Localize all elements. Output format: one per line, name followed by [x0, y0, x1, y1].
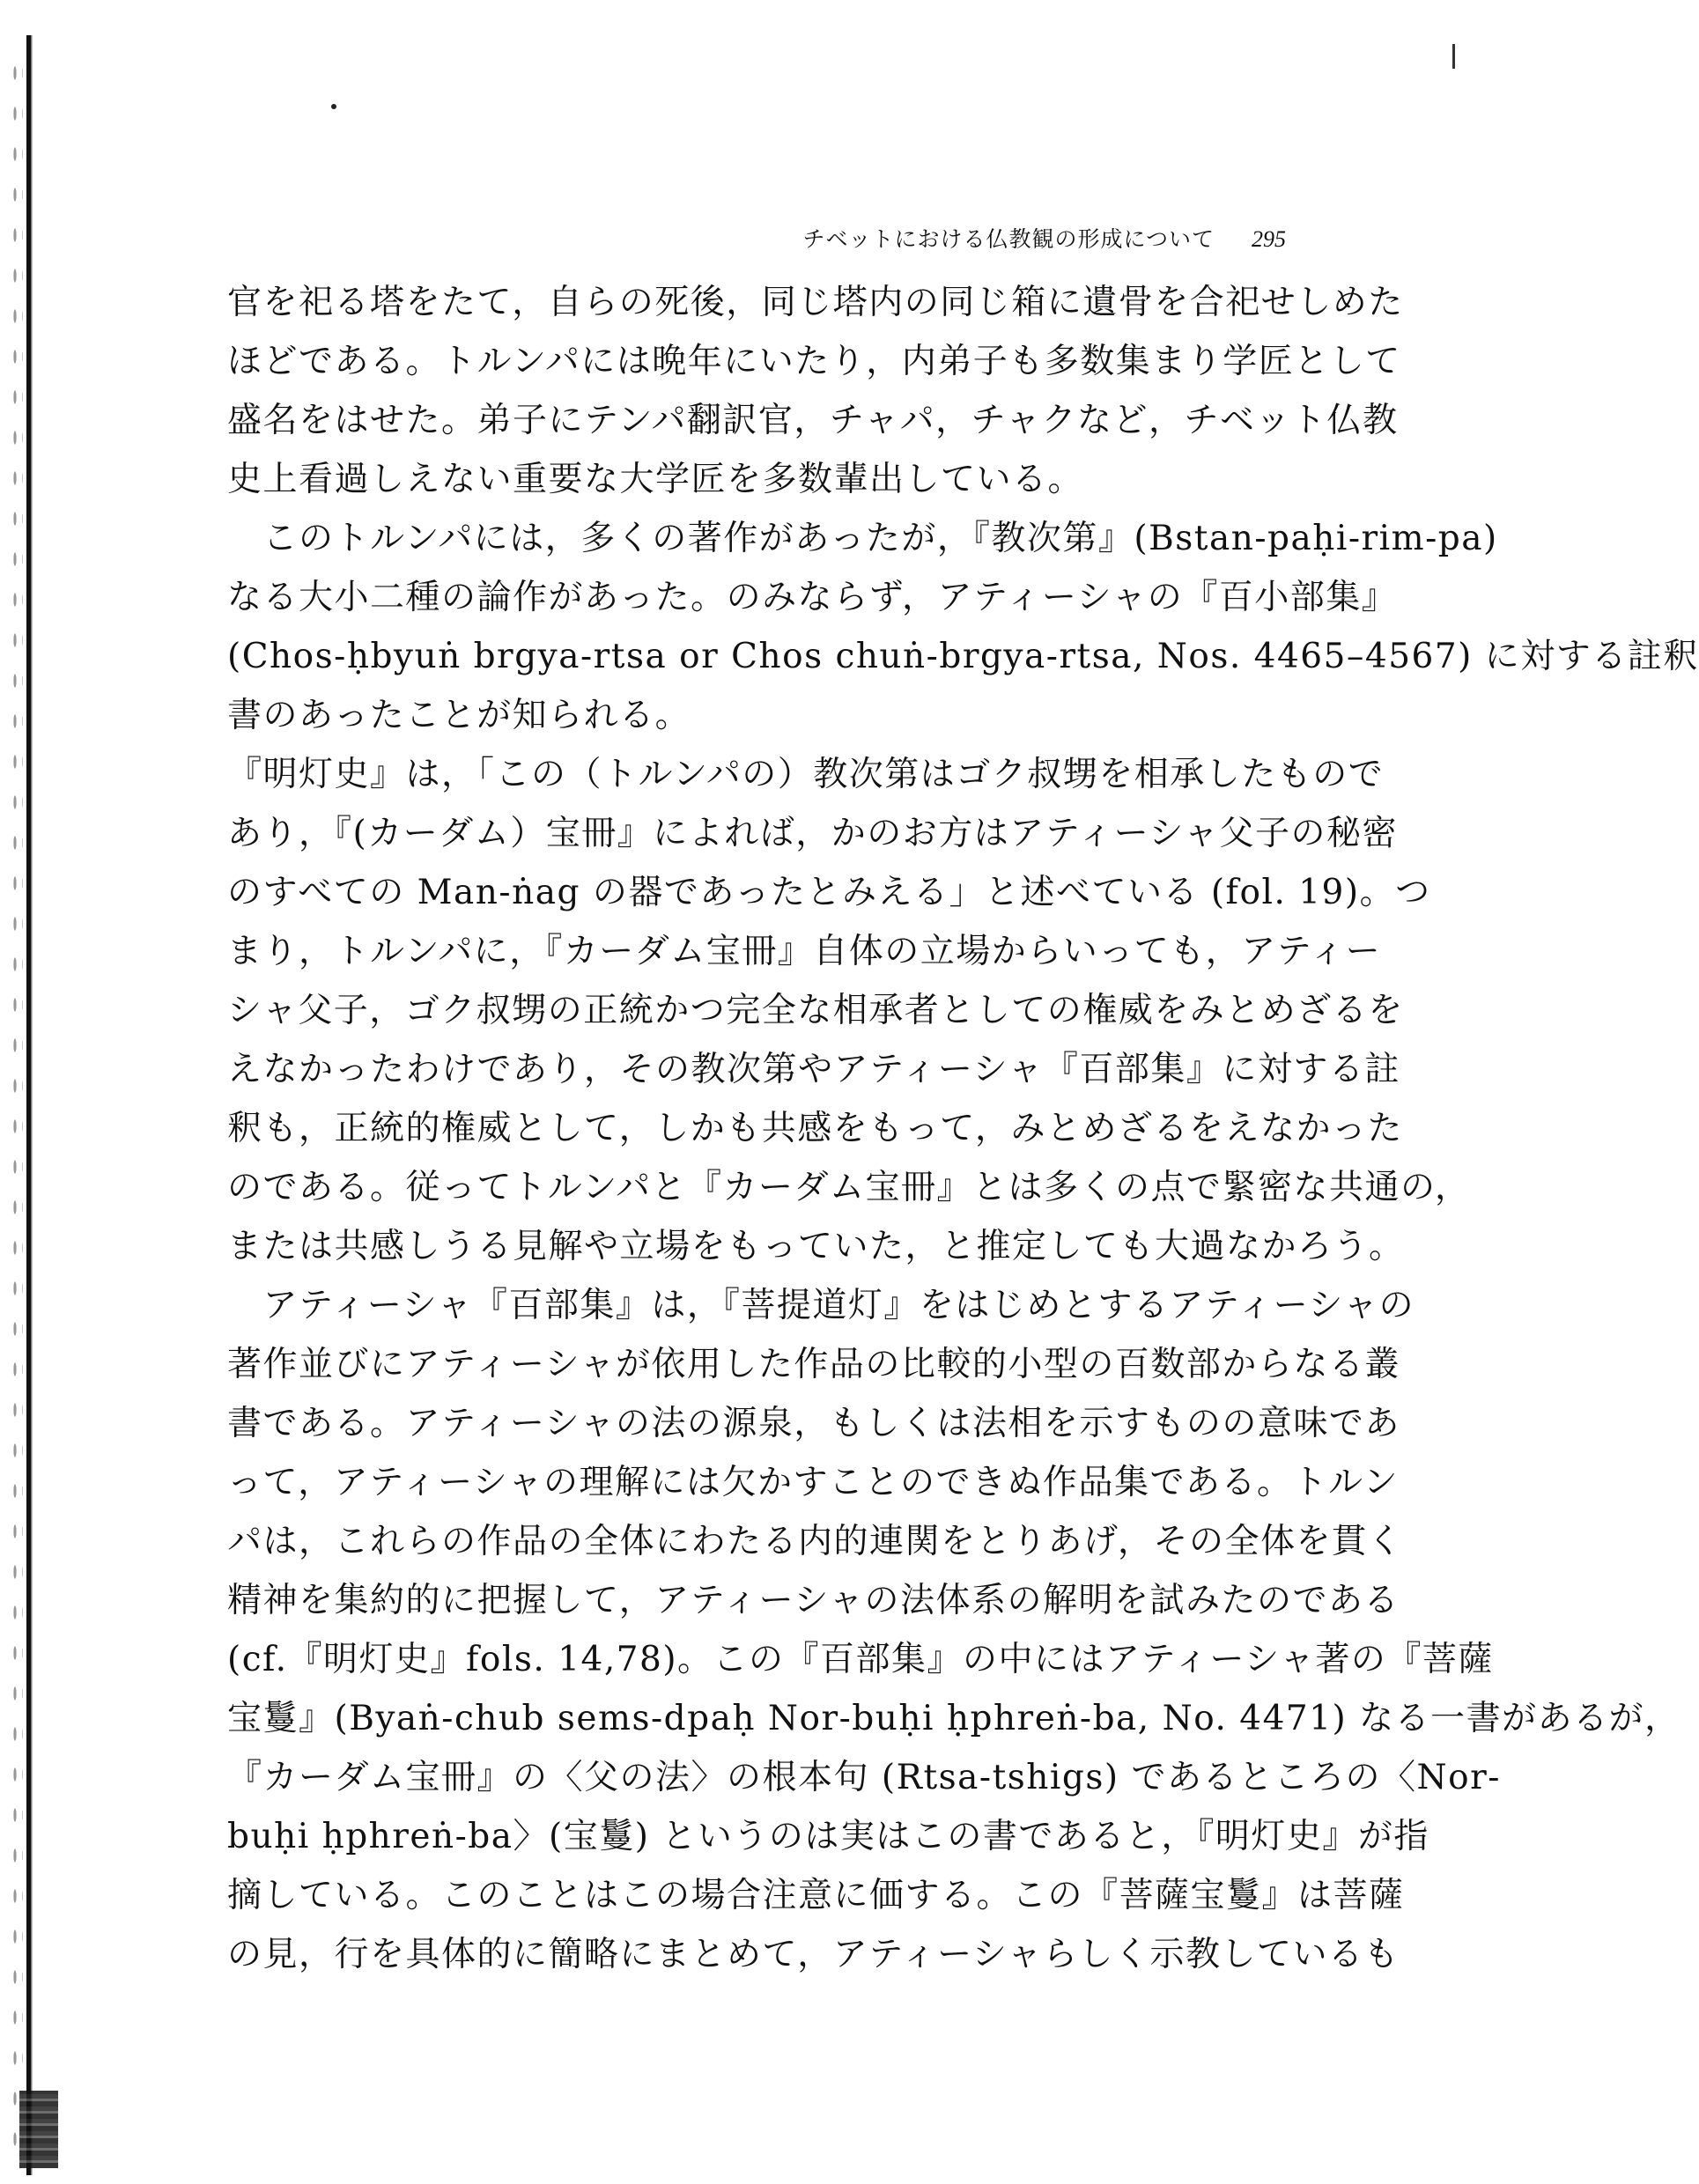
text-line: 宝鬘』(Byaṅ-chub sems-dpaḥ Nor-buḥi ḥphreṅ-ba, No. 4471) なる一書があるが，	[227, 1699, 1681, 1738]
text-line: なる大小二種の論作があった。のみならず，アティーシャの『百小部集』	[227, 578, 1398, 617]
text-line: 摘している。このことはこの場合注意に価する。この『菩薩宝鬘』は菩薩	[227, 1876, 1405, 1915]
text-line: えなかったわけであり，その教次第やアティーシャ『百部集』に対する註	[227, 1050, 1400, 1089]
scan-mark	[1452, 44, 1464, 69]
text-line: あり，『(カーダム）宝冊』によれば，かのお方はアティーシャ父子の秘密	[227, 814, 1399, 853]
text-line: アティーシャ『百部集』は，『菩提道灯』をはじめとするアティーシャの	[227, 1286, 1415, 1325]
text-line: ほどである。トルンパには晩年にいたり，内弟子も多数集まり学匠として	[227, 342, 1401, 381]
text-line: のすべての Man-ṅag の器であったとみえる」と述べている (fol. 19)。つ	[227, 873, 1431, 912]
text-line: (cf.『明灯史』fols. 14,78)。この『百部集』の中にはアティーシャ著の『菩薩	[227, 1640, 1494, 1679]
binding-noise	[11, 53, 23, 2149]
text-line: 盛名をはせた。弟子にテンパ翻訳官，チャパ，チャクなど，チベット仏教	[227, 401, 1399, 440]
text-line: 精神を集約的に把握して，アティーシャの法体系の解明を試みたのである	[227, 1581, 1400, 1620]
text-line: 書のあったことが知られる。	[227, 696, 691, 735]
text-line: パは，これらの作品の全体にわたる内的連関をとりあげ，その全体を貫く	[227, 1522, 1403, 1561]
text-line: まり，トルンパに，『カーダム宝冊』自体の立場からいっても，アティー	[227, 932, 1382, 971]
text-line: の見，行を具体的に簡略にまとめて，アティーシャらしく示教しているも	[227, 1935, 1400, 1974]
text-line: シャ父子，ゴク叔甥の正統かつ完全な相承者としての権威をみとめざるを	[227, 991, 1404, 1030]
text-line: 官を祀る塔をたて，自らの死後，同じ塔内の同じ箱に遺骨を合祀せしめた	[227, 283, 1404, 322]
scan-speck	[331, 104, 336, 109]
text-line: このトルンパには，多くの著作があったが，『教次第』(Bstan-paḥi-rim-pa)	[227, 519, 1498, 558]
text-line: 『カーダム宝冊』の〈父の法〉の根本句 (Rtsa-tshigs) であるところの〈Nor-	[227, 1758, 1501, 1797]
text-line: 著作並びにアティーシャが依用した作品の比較的小型の百数部からなる叢	[227, 1345, 1400, 1384]
text-line: または共感しうる見解や立場をもっていた，と推定しても大過なかろう。	[227, 1227, 1405, 1266]
text-line: って，アティーシャの理解には欠かすことのできぬ作品集である。トルン	[227, 1463, 1400, 1502]
body-text	[227, 273, 1699, 1984]
page-number: 295	[1252, 226, 1286, 252]
text-line: 書である。アティーシャの法の源泉，もしくは法相を示すものの意味であ	[227, 1404, 1400, 1443]
text-line: (Chos-ḥbyuṅ brgya-rtsa or Chos chuṅ-brgya-rtsa, Nos. 4465–4567) に対する註釈	[227, 637, 1699, 676]
text-line: 史上看過しえない重要な大学匠を多数輩出している。	[227, 460, 1084, 499]
text-line: のである。従ってトルンパと『カーダム宝冊』とは多くの点で緊密な共通の，	[227, 1168, 1471, 1207]
header-title: チベットにおける仏教観の形成について	[802, 226, 1215, 252]
binding-shadow	[19, 2091, 58, 2168]
text-line: 釈も，正統的権威として，しかも共感をもって，みとめざるをえなかった	[227, 1109, 1403, 1148]
running-header	[802, 222, 1286, 254]
binding-edge	[26, 35, 37, 2175]
text-line: buḥi ḥphreṅ-ba〉(宝鬘) というのは実はこの書であると，『明灯史』が指	[227, 1817, 1429, 1856]
text-line: 『明灯史』は，「この（トルンパの）教次第はゴク叔甥を相承したもので	[227, 755, 1385, 794]
